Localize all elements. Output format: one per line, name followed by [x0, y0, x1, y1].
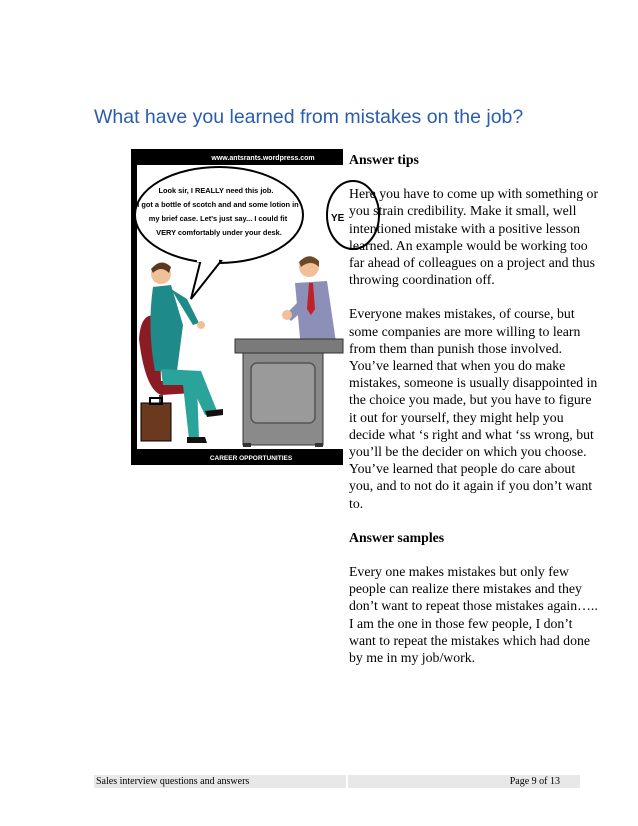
- answer-tips-paragraph-2: Everyone makes mistakes, of course, but some companies are more willing to learn from them than punish those involved. You’ve learned that when you do make mistakes, someone is usually disappointed in the choice you made, but you have to figure it out for yourself, they might help you decide what ‘s right and what ‘ss wrong, but you’ll be the decider on which you choose. You’ve learned that people do care about you, and to not do it again if you don’t want to.: [349, 306, 598, 511]
- speech-line: I got a bottle of scotch and and some lotion in: [137, 200, 299, 209]
- footer-document-title: Sales interview questions and answers: [94, 775, 346, 788]
- speech-line: VERY comfortably under your desk.: [156, 228, 282, 237]
- page-title: What have you learned from mistakes on the job?: [94, 106, 524, 128]
- answer-tips-heading: Answer tips: [349, 152, 419, 167]
- cartoon-illustration: [131, 149, 343, 465]
- speech-line: Look sir, I REALLY need this job.: [158, 186, 274, 195]
- answer-samples-paragraph: Every one makes mistakes but only few people can realize there mistakes and they don’t want to repeat those mistakes again….. I am the one in those few people, I don’t want to repeat the mistakes which had done by me in my job/work.: [349, 564, 598, 666]
- article-body: [349, 151, 599, 683]
- reply-text: YE: [331, 213, 345, 224]
- footer-page-number: Page 9 of 13: [348, 775, 580, 788]
- speech-line: my brief case. Let's just say... I could fit: [148, 214, 288, 223]
- briefcase: [141, 398, 171, 441]
- page-footer: [94, 775, 580, 788]
- answer-samples-heading: Answer samples: [349, 529, 445, 545]
- illustration-caption: CAREER OPPORTUNITIES: [209, 455, 293, 462]
- answer-tips-paragraph-1: Here you have to come up with something or you strain credibility. Make it small, well intentioned mistake with a positive lesson learned. An example would be working too far ahead of colleagues on a project and thus throwing coordination off.: [349, 186, 599, 288]
- illustration-url: www.antsrants.wordpress.com: [211, 155, 315, 162]
